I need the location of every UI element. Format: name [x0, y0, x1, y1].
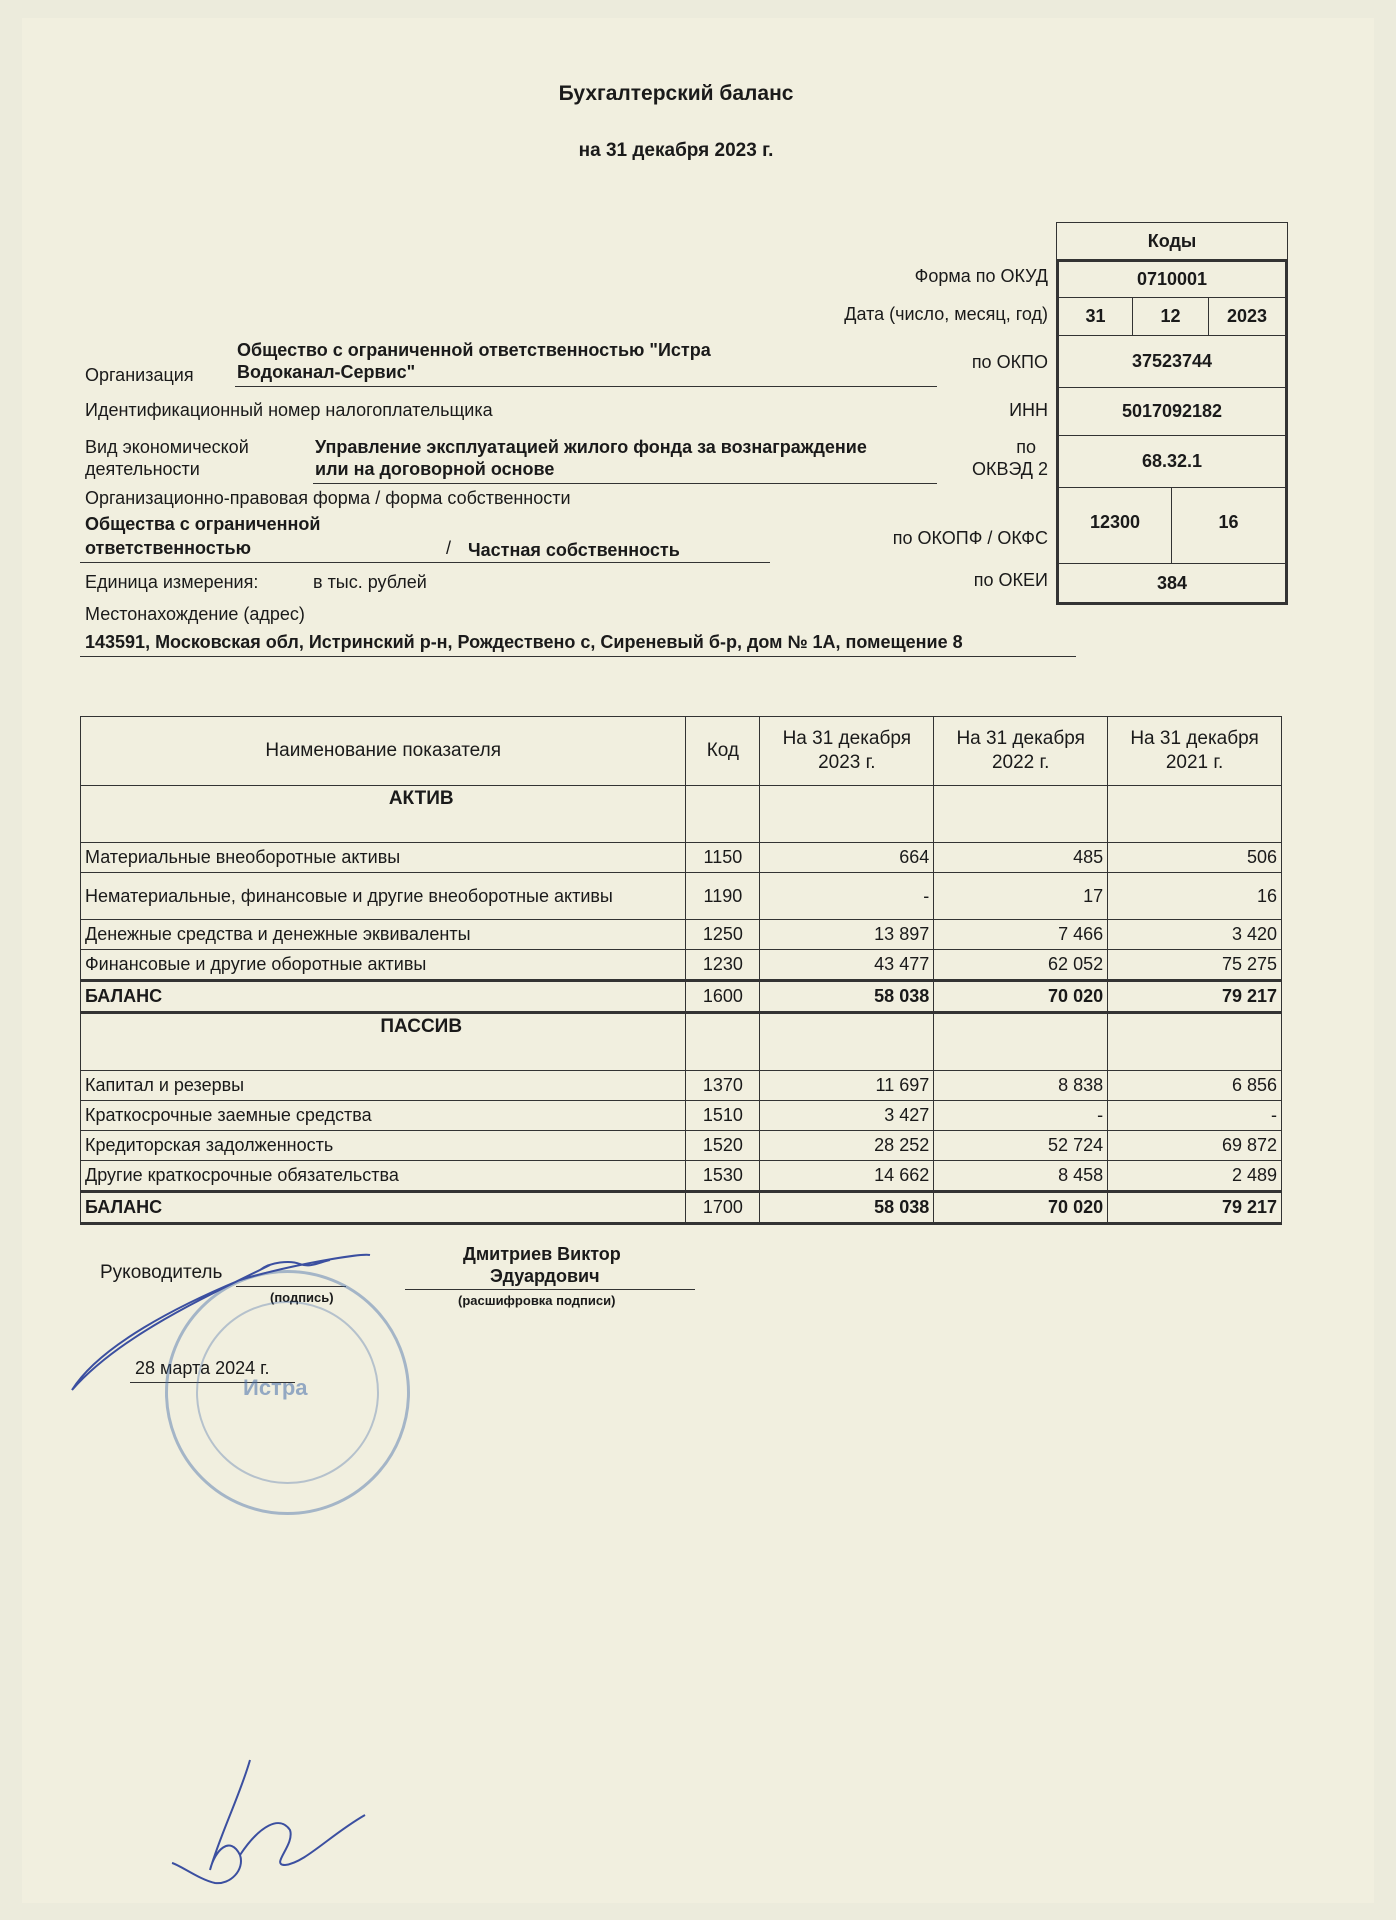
table-row: Материальные внеоборотные активы 1150 664 485 506	[81, 843, 1282, 873]
date-year: 2023	[1209, 298, 1285, 336]
signature-caption: (подпись)	[270, 1290, 334, 1305]
okved-label-2: ОКВЭД 2	[971, 459, 1048, 479]
activity-2: или на договорной основе	[315, 459, 555, 479]
activity-underline	[313, 483, 937, 484]
director-signature	[60, 1225, 380, 1395]
activity-label-2: деятельности	[85, 459, 200, 479]
date-month: 12	[1133, 298, 1209, 336]
inn-text-label: Идентификационный номер налогоплательщика	[85, 400, 493, 420]
balance-table	[80, 716, 1282, 1225]
bottom-initials-signature	[170, 1755, 370, 1900]
table-row: Кредиторская задолженность 1520 28 252 52 724 69 872	[81, 1131, 1282, 1161]
date-label: Дата (число, месяц, год)	[844, 304, 1048, 324]
total-passiv-row: БАЛАНС 1700 58 038 70 020 79 217	[81, 1192, 1282, 1224]
okpo-code: 37523744	[1059, 336, 1285, 388]
address-label: Местонахождение (адрес)	[85, 604, 305, 624]
col-2021-header: На 31 декабря 2021 г.	[1108, 717, 1282, 786]
org-underline	[235, 386, 937, 387]
inn-label: ИНН	[1009, 400, 1048, 420]
total-aktiv-row: БАЛАНС 1600 58 038 70 020 79 217	[81, 981, 1282, 1013]
name-line	[405, 1289, 695, 1290]
address-underline	[80, 656, 1076, 657]
col-name-header: Наименование показателя	[81, 717, 686, 786]
form-underline	[80, 562, 770, 563]
org-name-line1: Общество с ограниченной ответственностью "Истра	[237, 340, 711, 360]
section-passiv-row	[81, 1013, 1282, 1071]
ownership-form: Частная собственность	[468, 540, 680, 560]
okopf-code: 12300	[1059, 488, 1172, 564]
legal-form-2: ответственностью	[85, 538, 251, 558]
okei-code: 384	[1156, 572, 1188, 593]
signer-name-2: Эдуардович	[490, 1266, 600, 1286]
legal-form-label: Организационно-правовая форма / форма собственности	[85, 488, 571, 508]
org-name-line2: Водоканал-Сервис"	[237, 362, 416, 382]
inn-code: 5017092182	[1059, 388, 1285, 436]
okpo-label: по ОКПО	[971, 352, 1048, 372]
table-row: Краткосрочные заемные средства 1510 3 427 - -	[81, 1101, 1282, 1131]
okved-label-1: по	[1016, 437, 1036, 457]
table-header-row	[81, 717, 1282, 786]
okopf-label: по ОКОПФ / ОКФС	[892, 528, 1048, 548]
date-day: 31	[1059, 298, 1133, 336]
activity-1: Управление эксплуатацией жилого фонда за вознаграждение	[315, 437, 867, 457]
table-row: Капитал и резервы 1370 11 697 8 838 6 856	[81, 1071, 1282, 1101]
table-row: Другие краткосрочные обязательства 1530 14 662 8 458 2 489	[81, 1161, 1282, 1192]
activity-label-1: Вид экономической	[85, 437, 249, 457]
stamp-text: Истра	[243, 1375, 308, 1400]
document-title: Бухгалтерский баланс	[558, 82, 794, 105]
okfs-code: 16	[1172, 488, 1285, 564]
name-caption: (расшифровка подписи)	[458, 1293, 616, 1308]
okud-code: 0710001	[1059, 262, 1285, 298]
section-aktiv: АКТИВ	[81, 786, 686, 843]
form-slash: /	[446, 538, 452, 558]
section-aktiv-row	[81, 786, 1282, 843]
table-row: Нематериальные, финансовые и другие внеоборотные активы 1190 - 17 16	[81, 873, 1282, 920]
col-2022-header: На 31 декабря 2022 г.	[934, 717, 1108, 786]
table-row: Финансовые и другие оборотные активы 1230 43 477 62 052 75 275	[81, 950, 1282, 981]
signer-name-1: Дмитриев Виктор	[463, 1244, 621, 1264]
col-2023-header: На 31 декабря 2023 г.	[760, 717, 934, 786]
section-passiv: ПАССИВ	[81, 1013, 686, 1071]
legal-form-1: Общества с ограниченной	[85, 514, 321, 534]
org-label: Организация	[85, 365, 194, 385]
signer-role: Руководитель	[100, 1262, 223, 1283]
sign-date: 28 марта 2024 г.	[135, 1358, 270, 1378]
okud-label: Форма по ОКУД	[914, 266, 1048, 286]
unit-value: в тыс. рублей	[313, 572, 427, 592]
table-row: Денежные средства и денежные эквиваленты 1250 13 897 7 466 3 420	[81, 920, 1282, 950]
codes-header: Коды	[1056, 222, 1288, 260]
okei-label: по ОКЕИ	[973, 570, 1048, 590]
document-date: на 31 декабря 2023 г.	[578, 140, 774, 161]
okved-code: 68.32.1	[1059, 436, 1285, 488]
unit-label: Единица измерения:	[85, 572, 259, 592]
address-value: 143591, Московская обл, Истринский р-н, Рождествено с, Сиреневый б-р, дом № 1А, помещение 8	[85, 632, 963, 652]
col-code-header: Код	[686, 717, 760, 786]
